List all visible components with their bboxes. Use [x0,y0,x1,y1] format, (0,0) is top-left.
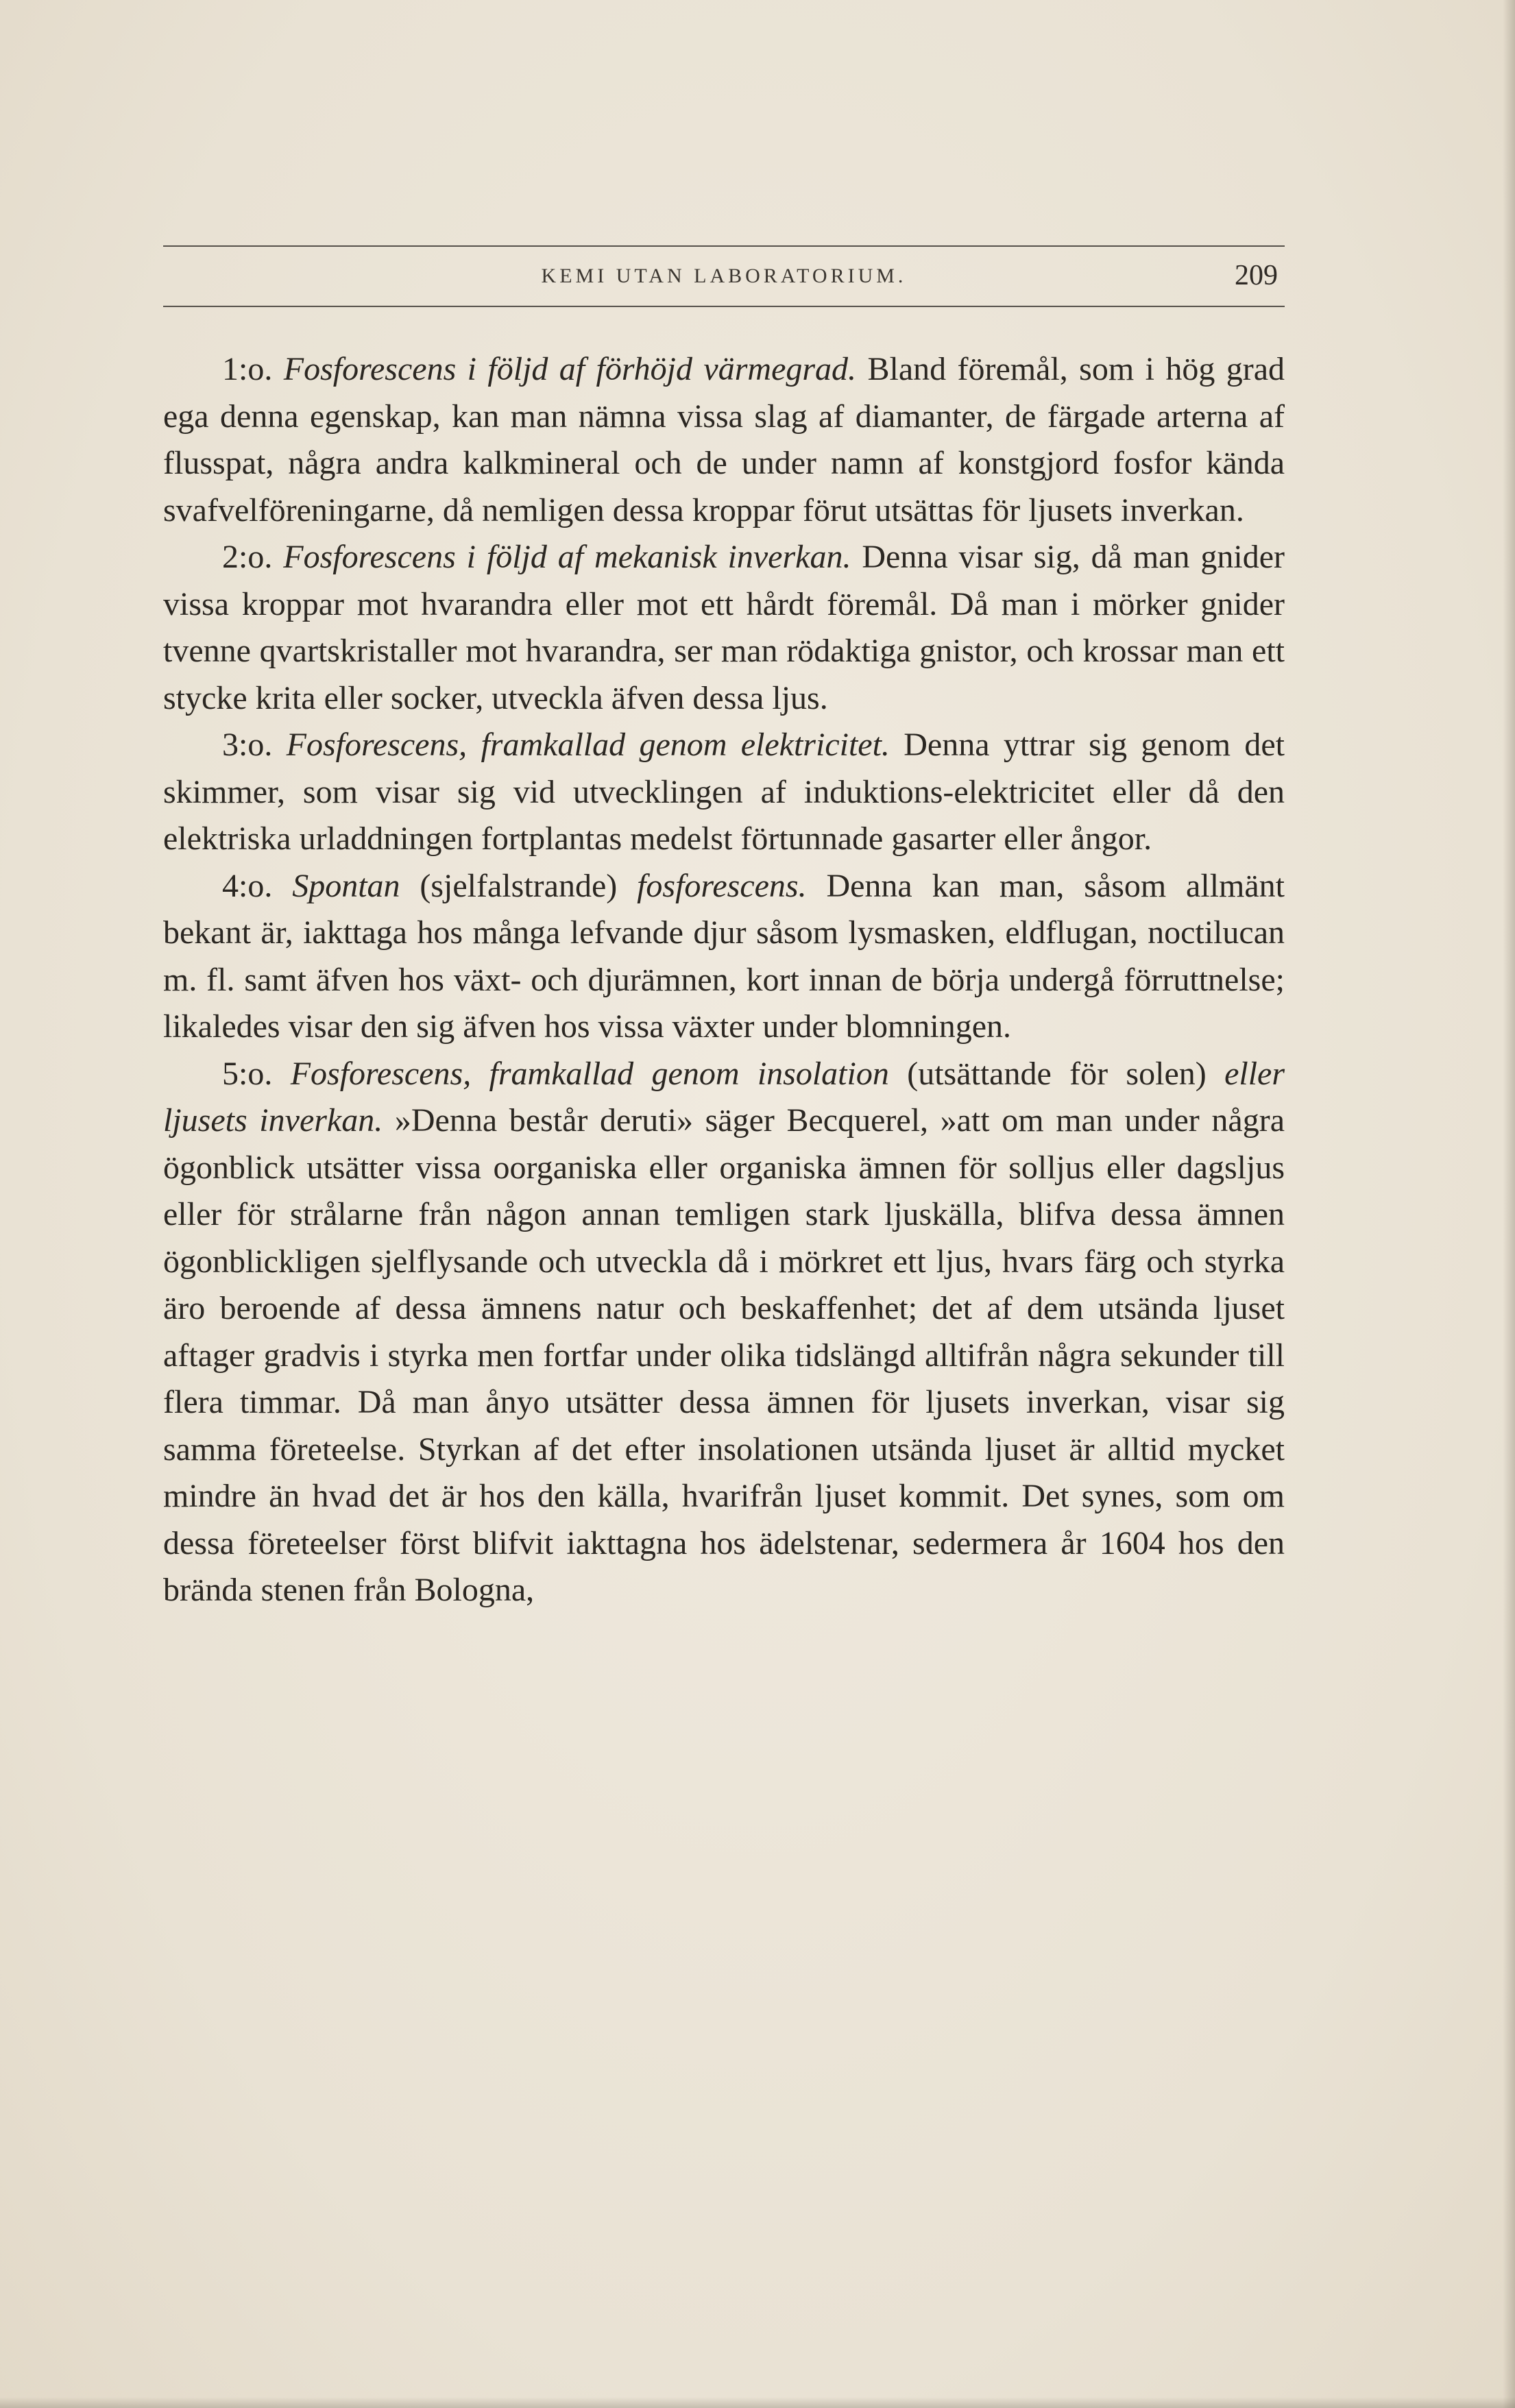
body-text [163,346,1285,1614]
paragraph-heading-plain: (sjelfalstrande) [420,867,618,904]
paragraph-heading-continued: fosforescens. [637,867,807,904]
paragraph-number: 4:o. [222,867,273,904]
paragraph-5 [163,1051,1285,1614]
paragraph-heading: Spontan [292,867,400,904]
paragraph-number: 1:o. [222,351,273,387]
paragraph-text: Denna kan man, såsom allmänt bekant är, iakttaga hos många lefvande djur såsom lysmasken, eldflugan, noctilucan m. fl. samt äfven hos växt- och djurämnen, kort innan de börja undergå förruttnelse; likaledes visar den sig äfven hos vissa växter under blomningen. [163,867,1285,1045]
paragraph-3 [163,722,1285,863]
paragraph-2 [163,534,1285,722]
paragraph-heading: Fosforescens, framkallad genom elektricitet. [286,727,890,763]
paragraph-heading-plain: (utsättande för solen) [907,1055,1207,1092]
paragraph-number: 2:o. [222,539,273,575]
running-head: KEMI UTAN LABORATORIUM. [541,265,907,287]
paragraph-heading-continued: eller ljusets inverkan. [163,1055,1285,1139]
paragraph-heading: Fosforescens, framkallad genom insolation [290,1055,889,1092]
paragraph-number: 3:o. [222,727,273,763]
paragraph-text: Bland föremål, som i hög grad ega denna egenskap, kan man nämna vissa slag af diamanter, de färgade arterna af flusspat, några andra kalkmineral och de under namn af konstgjord fosfor kända svafvelföreningarne, då nemligen dessa kroppar förut utsättas för ljusets inverkan. [163,351,1285,528]
page-number: 209 [1235,260,1278,291]
top-rule [163,245,1285,247]
paragraph-text: Denna visar sig, då man gnider vissa kroppar mot hvarandra eller mot ett hårdt föremål. Då man i mörker gnider tvenne qvartskristaller mot hvarandra, ser man rödaktiga gnistor, och krossar man ett stycke krita eller socker, utveckla äfven dessa ljus. [163,539,1285,716]
paragraph-heading: Fosforescens i följd af förhöjd värmegrad. [283,351,857,387]
page-bottom-shadow [0,2397,1515,2408]
paragraph-4 [163,863,1285,1051]
paragraph-1 [163,346,1285,534]
page-header [163,259,1285,300]
page-edge-shadow [1503,0,1515,2408]
paragraph-number: 5:o. [222,1055,273,1092]
paragraph-text: »Denna består deruti» säger Becquerel, »att om man under några ögonblick utsätter vissa oorganiska eller organiska ämnen för solljus eller dagsljus eller för strålarne från någon annan temligen stark ljuskälla, blifva dessa ämnen ögonblickligen sjelflysande och utveckla då i mörkret ett ljus, hvars färg och styrka äro beroende af dessa ämnens natur och beskaffenhet; det af dem utsända ljuset aftager gradvis i styrka men fortfar under olika tidslängd alltifrån några sekunder till flera timmar. Då man ånyo utsätter dessa ämnen för ljusets inverkan, visar sig samma företeelse. Styrkan af det efter insolationen utsända ljuset är alltid mycket mindre än hvad det är hos den källa, hvarifrån ljuset kommit. Det synes, som om dessa företeelser först blifvit iakttagna hos ädelstenar, sedermera år 1604 hos den brända stenen från Bologna, [163,1102,1285,1608]
header-rule [163,306,1285,307]
paragraph-text: Denna yttrar sig genom det skimmer, som visar sig vid utvecklingen af induktions-elektricitet eller då den elektriska urladdningen fortplantas medelst förtunnade gasarter eller ångor. [163,727,1285,857]
paragraph-heading: Fosforescens i följd af mekanisk inverkan. [283,539,851,575]
